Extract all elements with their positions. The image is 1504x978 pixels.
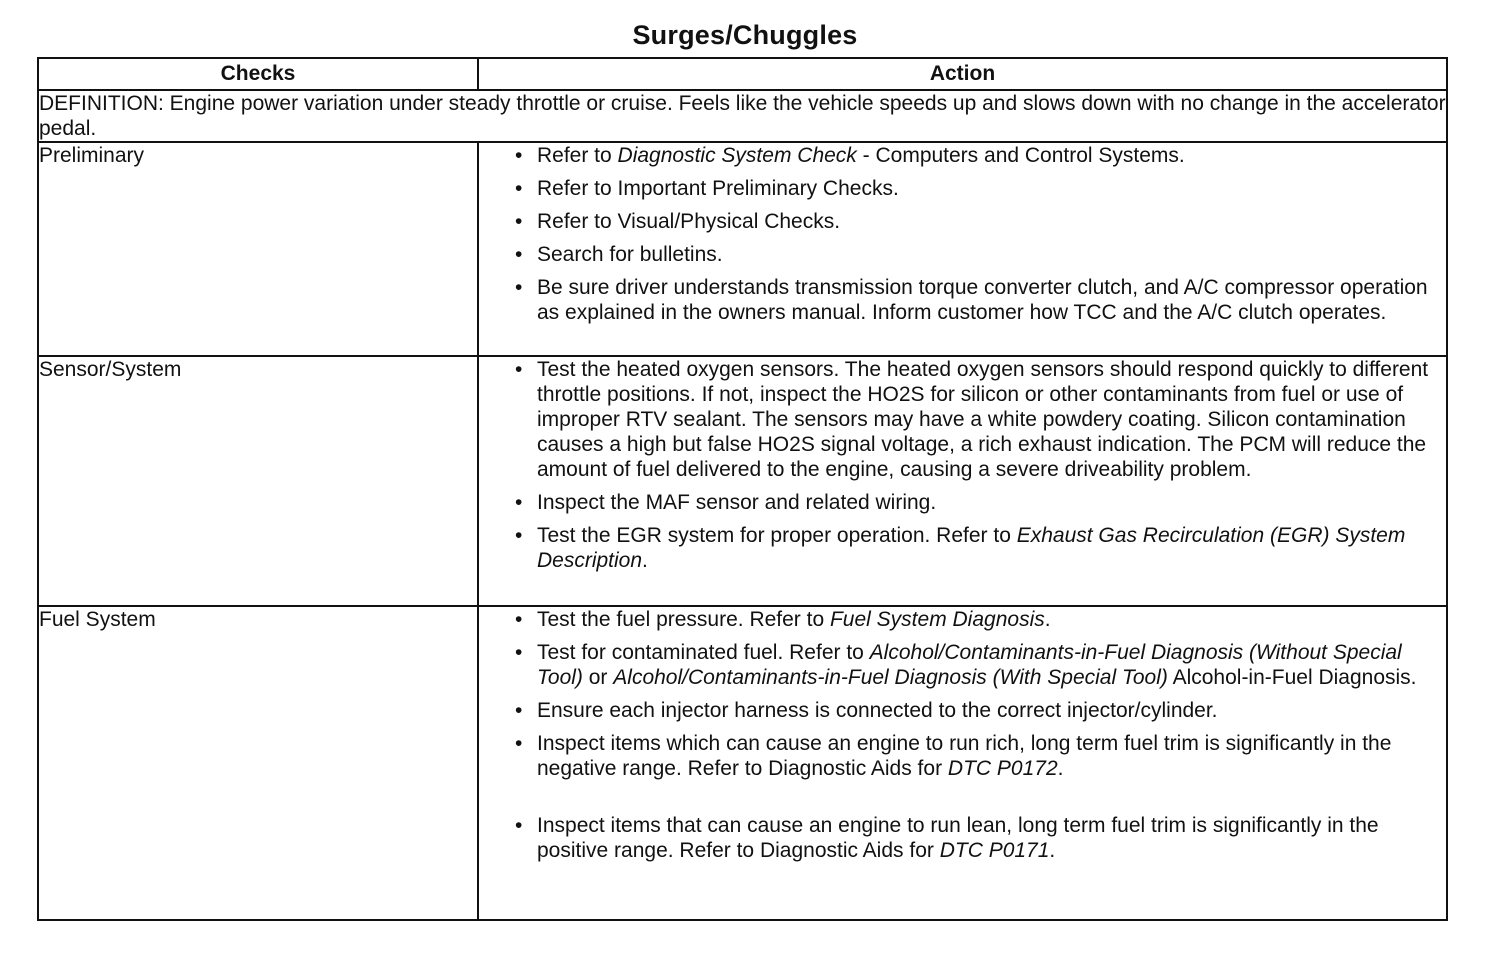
bullet-icon: • — [515, 358, 523, 381]
bullet-icon: • — [515, 608, 523, 631]
action-item — [479, 813, 1446, 863]
action-reference: DTC P0171 — [939, 839, 1050, 862]
bullet-icon: • — [515, 243, 523, 266]
bullet-icon: • — [515, 699, 523, 722]
bullet-icon: • — [515, 814, 523, 837]
checks-column-header: Checks — [38, 58, 478, 90]
action-text: . — [1044, 608, 1051, 631]
action-item — [479, 242, 1446, 267]
action-text: Ensure each injector harness is connected to the correct injector/cylinder. — [537, 699, 1218, 722]
action-item — [479, 698, 1446, 723]
action-item — [479, 523, 1446, 573]
action-item — [479, 275, 1446, 325]
bullet-icon: • — [515, 732, 523, 755]
definition-row — [38, 90, 1447, 142]
page-title: Surges/Chuggles — [632, 20, 858, 50]
table-header-row — [38, 58, 1447, 90]
check-name: Fuel System — [38, 606, 478, 920]
bullet-icon: • — [515, 491, 523, 514]
action-cell — [478, 142, 1447, 356]
action-item — [479, 607, 1446, 632]
action-list — [479, 143, 1446, 325]
check-name: Preliminary — [38, 142, 478, 356]
action-text: . — [642, 549, 648, 572]
action-text: Inspect items that can cause an engine to run lean, long term fuel trim is significantly in the positive range. Refer to Diagnostic Aids for — [537, 814, 1379, 862]
action-item — [479, 731, 1446, 781]
diagnostic-table — [37, 57, 1448, 921]
action-item — [479, 640, 1446, 690]
bullet-icon: • — [515, 144, 523, 167]
bullet-icon: • — [515, 524, 523, 547]
action-item — [479, 490, 1446, 515]
action-list — [479, 607, 1446, 863]
action-cell — [478, 606, 1447, 920]
action-item — [479, 176, 1446, 201]
action-list — [479, 357, 1446, 573]
definition-text: DEFINITION: Engine power variation under steady throttle or cruise. Feels like the vehicle speeds up and slows down with no change in the accelerator pedal. — [39, 92, 1446, 140]
action-text: Test for contaminated fuel. Refer to — [537, 641, 870, 664]
action-text: Refer to Important Preliminary Checks. — [537, 177, 899, 200]
action-text: Inspect the MAF sensor and related wiring. — [537, 491, 937, 514]
action-reference: Diagnostic System Check — [617, 144, 857, 167]
action-text: Be sure driver understands transmission torque converter clutch, and A/C compressor operation as explained in the owners manual. Inform customer how TCC and the A/C clutch operates. — [537, 276, 1428, 324]
action-text: or — [582, 666, 614, 689]
bullet-icon: • — [515, 210, 523, 233]
action-text: - Computers and Control Systems. — [856, 144, 1185, 167]
table-row — [38, 356, 1447, 606]
action-reference: DTC P0172 — [947, 757, 1058, 780]
action-item — [479, 143, 1446, 168]
bullet-icon: • — [515, 177, 523, 200]
action-text: Test the EGR system for proper operation. Refer to — [537, 524, 1017, 547]
action-reference: Exhaust Gas Recirculation (EGR) System Description — [537, 524, 1406, 572]
action-text: Test the fuel pressure. Refer to — [537, 608, 830, 631]
action-text: Search for bulletins. — [537, 243, 723, 266]
action-column-header: Action — [478, 58, 1447, 90]
table-row — [38, 606, 1447, 920]
action-item — [479, 209, 1446, 234]
action-text: Inspect items which can cause an engine to run rich, long term fuel trim is significantly in the negative range. Refer to Diagnostic Aids for — [537, 732, 1392, 780]
action-reference: Alcohol/Contaminants-in-Fuel Diagnosis (Without Special Tool) — [537, 641, 1402, 689]
action-text: . — [1049, 839, 1056, 862]
action-item — [479, 357, 1446, 482]
action-cell — [478, 356, 1447, 606]
bullet-icon: • — [515, 276, 523, 299]
action-text: . — [1057, 757, 1064, 780]
action-reference: Alcohol/Contaminants-in-Fuel Diagnosis (With Special Tool) — [613, 666, 1168, 689]
action-reference: Fuel System Diagnosis — [829, 608, 1045, 631]
bullet-icon: • — [515, 641, 523, 664]
table-row — [38, 142, 1447, 356]
action-text: Test the heated oxygen sensors. The heated oxygen sensors should respond quickly to different throttle positions. If not, inspect the HO2S for silicon or other contaminants from fuel or use of improper RTV sealant. The sensors may have a white powdery coating. Silicon contamination causes a high but false HO2S signal voltage, a rich exhaust indication. The PCM will reduce the amount of fuel delivered to the engine, causing a severe driveability problem. — [537, 358, 1429, 481]
check-name: Sensor/System — [38, 356, 478, 606]
action-text: Refer to Visual/Physical Checks. — [537, 210, 841, 233]
action-text: Alcohol-in-Fuel Diagnosis. — [1167, 666, 1417, 689]
action-text: Refer to — [537, 144, 618, 167]
